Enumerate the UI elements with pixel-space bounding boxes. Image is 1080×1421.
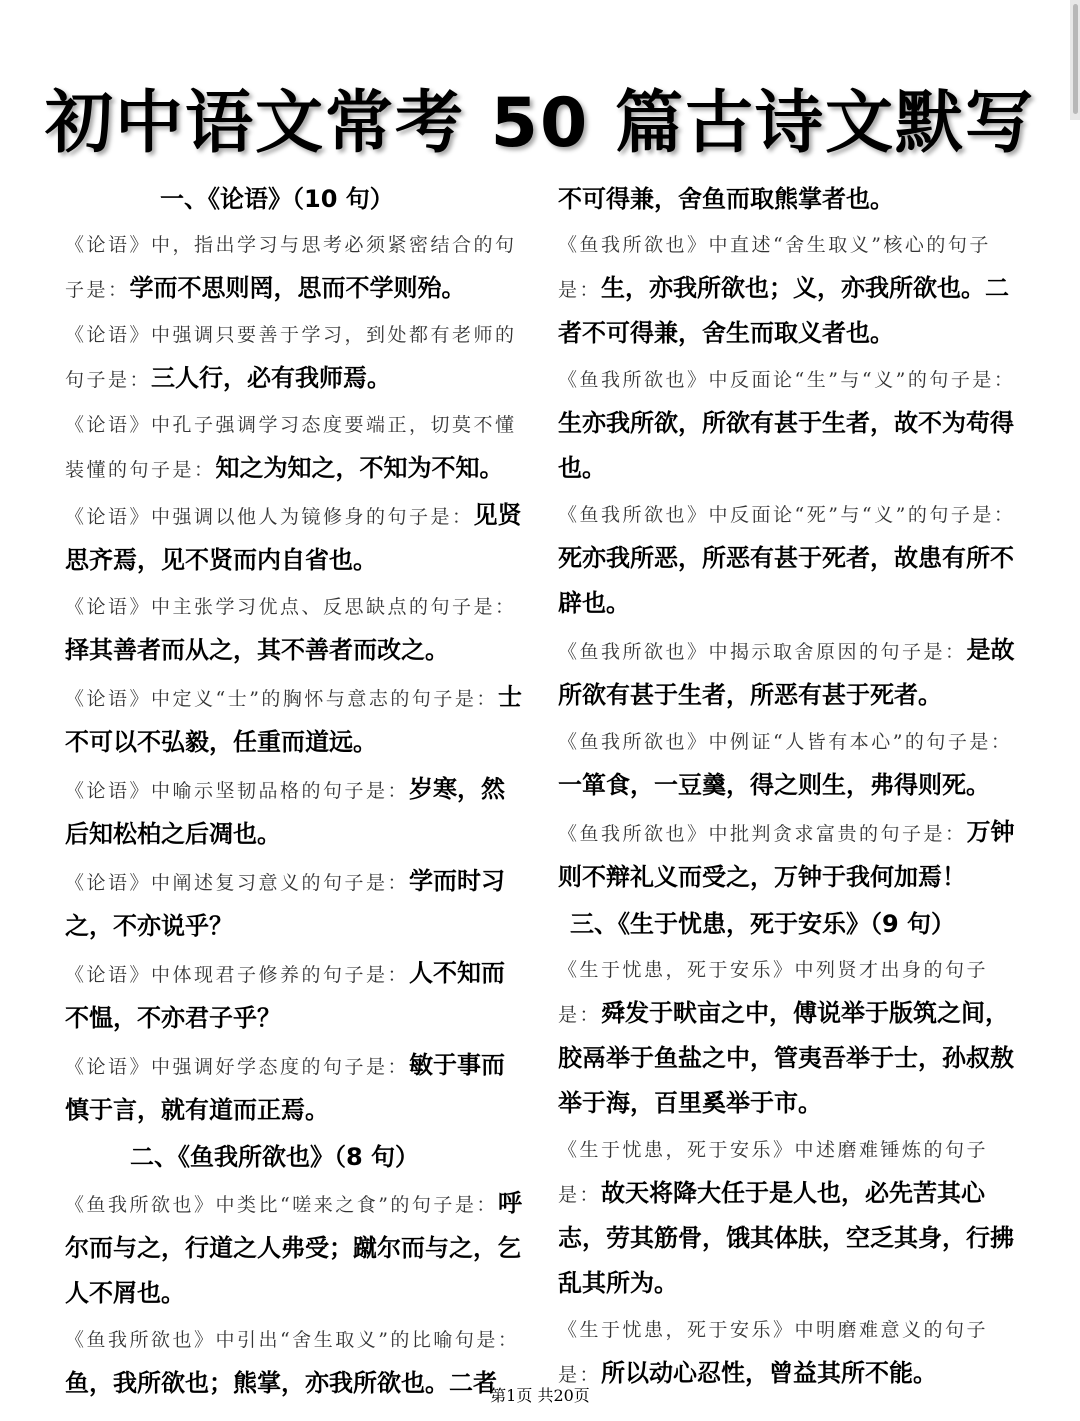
question-text: 《生于忧患，死于安乐》中述磨难锤炼的句子是： — [558, 1139, 989, 1206]
entry — [558, 629, 1018, 719]
entry — [558, 224, 1018, 357]
entry — [558, 1129, 1018, 1307]
entry — [65, 860, 525, 950]
question-text: 《鱼我所欲也》中引出“舍生取义”的比喻句是： — [65, 1329, 520, 1351]
question-text: 《论语》中强调以他人为镜修身的句子是： — [65, 506, 474, 528]
answer-text: 生，亦我所欲也；义，亦我所欲也。二者不可得兼，舍生而取义者也。 — [558, 274, 1010, 347]
entry — [558, 811, 1018, 901]
entry — [65, 494, 525, 584]
entry — [65, 224, 525, 312]
answer-text: 是故所欲有甚于生者，所恶有甚于死者。 — [558, 636, 1015, 709]
answer-text: 见贤思齐焉，见不贤而内自省也。 — [65, 501, 522, 574]
section-heading-yuwosuoyu: 二、《鱼我所欲也》（8 句） — [130, 1143, 420, 1171]
page-title: 初中语文常考 50 篇古诗文默写 — [45, 84, 1035, 163]
question-text: 《论语》中阐述复习意义的句子是： — [65, 872, 410, 894]
answer-text: 岁寒，然后知松柏之后凋也。 — [65, 775, 506, 848]
entry — [65, 1044, 525, 1134]
answer-text: 鱼，我所欲也；熊掌，亦我所欲也。二者 — [65, 1369, 497, 1397]
question-text: 《论语》中强调只要善于学习，到处都有老师的句子是： — [65, 324, 517, 391]
question-text: 《鱼我所欲也》中批判贪求富贵的句子是： — [558, 823, 967, 845]
question-text: 《鱼我所欲也》中直述“舍生取义”核心的句子是： — [558, 234, 991, 301]
entry — [65, 952, 525, 1042]
section-heading-shengyuyouhuan: 三、《生于忧患，死于安乐》（9 句） — [570, 910, 956, 938]
entry — [558, 949, 1018, 1127]
question-text: 《生于忧患，死于安乐》中列贤才出身的句子是： — [558, 959, 989, 1026]
entry — [65, 1182, 525, 1317]
entry — [65, 586, 525, 674]
answer-text: 学而不思则罔，思而不学则殆。 — [129, 274, 466, 302]
answer-text: 知之为知之，不知为不知。 — [215, 454, 504, 482]
question-text: 《论语》中主张学习优点、反思缺点的句子是： — [65, 596, 517, 618]
answer-text: 舜发于畎亩之中，傅说举于版筑之间，胶鬲举于鱼盐之中，管夷吾举于士，孙叔敖举于海，百里奚举于市。 — [558, 999, 1014, 1117]
question-text: 《论语》中体现君子修养的句子是： — [65, 964, 410, 986]
question-text: 《论语》中，指出学习与思考必须紧密结合的句子是： — [65, 234, 517, 301]
answer-text: 万钟则不辩礼义而受之，万钟于我何加焉！ — [558, 818, 1015, 891]
answer-text: 一箪食，一豆羹，得之则生，弗得则死。 — [558, 771, 990, 799]
answer-text: 三人行，必有我师焉。 — [151, 364, 392, 392]
entry — [65, 768, 525, 858]
section-heading-lunyu: 一、《论语》（10 句） — [160, 185, 394, 213]
continued-answer: 不可得兼，舍鱼而取熊掌者也。 — [558, 185, 894, 213]
entry — [65, 404, 525, 492]
answer-text: 所以动心忍性，曾益其所不能。 — [601, 1359, 938, 1387]
question-text: 《鱼我所欲也》中类比“嗟来之食”的句子是： — [65, 1194, 498, 1216]
answer-text: 学而时习之，不亦说乎？ — [65, 867, 506, 940]
answer-text: 士不可以不弘毅，任重而道远。 — [65, 683, 522, 756]
question-text: 《鱼我所欲也》中揭示取舍原因的句子是： — [558, 641, 967, 663]
entry — [558, 494, 1018, 627]
entry — [558, 359, 1018, 492]
answer-text: 生亦我所欲，所欲有甚于生者，故不为苟得也。 — [558, 409, 1014, 482]
left-column — [65, 176, 525, 1407]
entry — [65, 676, 525, 766]
question-text: 《鱼我所欲也》中例证“人皆有本心”的句子是： — [558, 731, 1013, 753]
question-text: 《论语》中定义“士”的胸怀与意志的句子是： — [65, 688, 498, 710]
question-text: 《论语》中喻示坚韧品格的句子是： — [65, 780, 410, 802]
entry — [558, 721, 1018, 809]
answer-text: 敏于事而慎于言，就有道而正焉。 — [65, 1051, 506, 1124]
question-text: 《生于忧患，死于安乐》中明磨难意义的句子是： — [558, 1319, 989, 1386]
page-number: 第1页 共20页 — [490, 1386, 590, 1405]
right-column — [558, 176, 1018, 1397]
question-text: 《论语》中强调好学态度的句子是： — [65, 1056, 410, 1078]
question-text: 《鱼我所欲也》中反面论“死”与“义”的句子是： — [558, 504, 1016, 526]
question-text: 《鱼我所欲也》中反面论“生”与“义”的句子是： — [558, 369, 1016, 391]
answer-text: 择其善者而从之，其不善者而改之。 — [65, 636, 449, 664]
entry — [65, 314, 525, 402]
answer-text: 人不知而不愠，不亦君子乎？ — [65, 959, 506, 1032]
answer-text: 呼尔而与之，行道之人弗受；蹴尔而与之，乞人不屑也。 — [65, 1189, 522, 1307]
answer-text: 故天将降大任于是人也，必先苦其心志，劳其筋骨，饿其体肤，空乏其身，行拂乱其所为。 — [558, 1179, 1014, 1297]
question-text: 《论语》中孔子强调学习态度要端正，切莫不懂装懂的句子是： — [65, 414, 517, 481]
answer-text: 死亦我所恶，所恶有甚于死者，故患有所不辟也。 — [558, 544, 1014, 617]
